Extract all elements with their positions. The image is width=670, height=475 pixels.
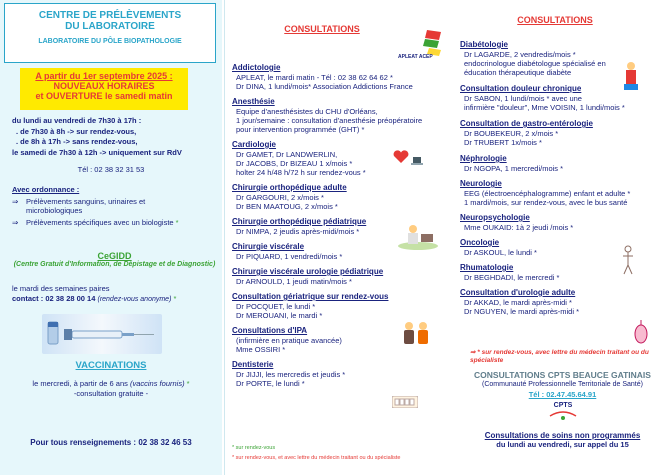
consult-section-head: Anesthésie <box>232 97 275 106</box>
consult-section-line: Dr JIJJI, les mercredis et jeudis * <box>236 370 346 379</box>
consult-section-line: Dr TRUBERT 1x/mois * <box>464 138 542 147</box>
soins-title: Consultations de soins non programmés <box>484 431 641 440</box>
consult-section-line: APLEAT, le mardi matin - Tél : 02 38 62 64 62 * <box>236 73 393 82</box>
lab-phone: Tél : 02 38 32 31 53 <box>77 165 145 174</box>
consult-section-line: endocrinologue diabétologue spécialisé en <box>464 59 606 68</box>
cpts-title: CONSULTATIONS CPTS BEAUCE GATINAIS <box>474 370 651 380</box>
cpts-logo-text: CPTS <box>553 402 573 409</box>
consult-section-line: pour intervention programmée (GHT) * <box>236 125 365 134</box>
consult-section-line: Equipe d'anesthésistes du CHU d'Orléans, <box>236 107 378 116</box>
ordonnance-2: Prélèvements spécifiques avec un biologiste <box>26 217 174 227</box>
consult-section <box>460 179 665 207</box>
star-marker: * <box>173 293 177 303</box>
soins-block <box>460 431 665 450</box>
vacc-line1-note: (vaccins fournis) <box>129 379 185 388</box>
doctor-illustration-icon <box>397 222 439 250</box>
consult-section-line: Dr GAMET, Dr LANDWERLIN, <box>236 150 338 159</box>
consult-section-line: Dr NGUYEN, le mardi après-midi * <box>464 307 580 316</box>
consult-section-line: Mme OSSIRI * <box>236 345 286 354</box>
notice-line2: NOUVEAUX HORAIRES <box>53 81 155 91</box>
consult-section-line: Dr PIQUARD, 1 vendredi/mois * <box>236 252 343 261</box>
cpts-block <box>460 370 665 399</box>
consult-section-line: infirmière "douleur", Mme VOISIN, 1 lundi/mois * <box>464 103 625 112</box>
lab-title-1: CENTRE DE PRÉLÈVEMENTS <box>38 10 182 21</box>
uro-note-text: ⇒ * sur rendez-vous, avec lettre du médecin traitant ou du spécialiste <box>470 349 649 364</box>
hours-2: . de 8h à 17h -> sans rendez-vous, <box>16 137 138 146</box>
consult-section-line: EEG (électroencéphalogramme) enfant et adulte * <box>464 189 631 198</box>
lab-hours <box>12 116 217 158</box>
hours-3: le samedi de 7h30 à 12h -> uniquement sur RdV <box>12 147 182 157</box>
cegidd-contact-note: (rendez-vous anonyme) <box>97 295 172 303</box>
skeleton-icon <box>620 245 636 275</box>
consult-section-head: Chirurgie viscérale urologie pédiatrique <box>232 267 384 276</box>
consult-section-head: Néphrologie <box>460 154 507 163</box>
ordonnance-1: Prélèvements sanguins, urinaires et microbiologiques <box>26 196 146 215</box>
consult-section-line: Dr LAGARDE, 2 vendredis/mois * <box>464 50 576 59</box>
consult-section-head: Consultations d'IPA <box>232 326 308 335</box>
new-hours-notice <box>20 68 188 110</box>
consult-section <box>460 288 665 316</box>
consult-left-title: CONSULTATIONS <box>284 24 360 34</box>
consult-section-line: 1 mardi/mois, sur rendez-vous, avec le bus santé <box>464 198 628 207</box>
consult-section-head: Chirurgie viscérale <box>232 242 305 251</box>
consult-section-line: Dr NGOPA, 1 mercredi/mois * <box>464 164 564 173</box>
consult-section-head: Addictologie <box>232 63 281 72</box>
notice-line3: et OUVERTURE le samedi matin <box>35 91 173 101</box>
ordonnance-title: Avec ordonnance : <box>12 185 80 194</box>
vaccine-image <box>42 314 162 354</box>
lab-title-box <box>4 3 216 63</box>
vacc-line2: -consultation gratuite - <box>73 388 149 398</box>
consult-right-title: CONSULTATIONS <box>517 15 593 25</box>
consult-section <box>232 63 447 91</box>
consult-section-line: Dr AKKAD, le mardi après-midi * <box>464 298 572 307</box>
consult-section-line: (infirmière en pratique avancée) <box>236 336 342 345</box>
column-divider <box>224 0 225 475</box>
consult-section <box>232 292 447 320</box>
hours-intro: du lundi au vendredi de 7h30 à 17h : <box>12 116 142 125</box>
consult-section-head: Rhumatologie <box>460 263 514 272</box>
consult-section-line: Dr DINA, 1 lundi/mois* Association Addictions France <box>236 82 413 91</box>
cegidd-desc: (Centre Gratuit d'Information, de Dépistage et de Diagnostic) <box>13 261 216 268</box>
uro-note <box>470 349 660 365</box>
consult-section-line: Dr SABON, 1 lundi/mois * avec une <box>464 94 582 103</box>
footnote-1: * sur rendez-vous <box>232 445 276 451</box>
consult-section-line: Dr PORTE, le lundi * <box>236 379 305 388</box>
consult-section-line: Dr BEGHDADI, le mercredi * <box>464 273 560 282</box>
ordonnance-block <box>12 185 217 227</box>
cpts-tel: Tél : 02.47.45.64.91 <box>528 389 597 399</box>
laptop-icon <box>411 153 423 162</box>
consult-section-line: Dr NIMPA, 2 jeudis après-midi/mois * <box>236 227 360 236</box>
star-marker: * <box>175 217 179 227</box>
consult-section-line: Dr BOUBEKEUR, 2 x/mois * <box>464 129 559 138</box>
consult-section-head: Diabétologie <box>460 40 509 49</box>
consult-section-head: Dentisterie <box>232 360 274 369</box>
consult-section-line: Dr GARGOURI, 2 x/mois * <box>236 193 324 202</box>
arrow-icon: ⇒ <box>12 196 19 206</box>
soins-line: du lundi au vendredi, sur appel du 15 <box>496 440 629 449</box>
consult-section-head: Chirurgie orthopédique adulte <box>232 183 347 192</box>
consult-section <box>232 267 447 286</box>
consult-section-head: Consultation douleur chronique <box>460 84 582 93</box>
vacc-info: Pour tous renseignements : 02 38 32 46 53 <box>30 438 192 447</box>
star-marker: * <box>186 379 190 388</box>
diabetes-illustration-icon <box>620 60 642 92</box>
consult-section <box>232 183 447 211</box>
consult-section-line: Dr ARNOULD, 1 jeudi matin/mois * <box>236 277 352 286</box>
consult-section-head: Consultation de gastro-entérologie <box>460 119 593 128</box>
consult-section-head: Neurologie <box>460 179 502 188</box>
vacc-title: VACCINATIONS <box>75 360 147 371</box>
consult-section-line: éducation thérapeutique diabète <box>464 68 572 77</box>
syringe-icon <box>42 314 162 354</box>
cegidd-contact: contact : 02 38 28 00 14 <box>12 293 96 303</box>
consult-section-line: holter 24 h/48 h/72 h sur rendez-vous * <box>236 168 366 177</box>
consult-section-head: Chirurgie orthopédique pédiatrique <box>232 217 367 226</box>
consult-section-line: Dr BEN MAATOUG, 2 x/mois * <box>236 202 338 211</box>
elderly-couple-icon <box>397 320 435 348</box>
consult-section-line: Dr MEROUANI, le mardi * <box>236 311 323 320</box>
cegidd-when: le mardi des semaines paires <box>12 284 110 293</box>
bladder-icon <box>632 318 650 346</box>
vacc-line1: le mercredi, à partir de 6 ans <box>32 379 128 388</box>
consult-section-line: Dr ASKOUL, le lundi * <box>464 248 537 257</box>
cegidd-block <box>12 251 217 270</box>
consult-section <box>232 360 447 388</box>
vaccinations-block <box>16 360 206 398</box>
notice-date: A partir du 1er septembre 2025 : <box>35 71 173 81</box>
consult-section <box>460 154 665 173</box>
cpts-sub: (Communauté Professionnelle Territoriale de Santé) <box>482 381 643 388</box>
consult-section-head: Cardiologie <box>232 140 277 149</box>
consult-section-head: Consultation gériatrique sur rendez-vous <box>232 292 389 301</box>
consult-section-line: Dr JACOBS, Dr BIZEAU 1 x/mois * <box>236 159 353 168</box>
hours-1: . de 7h30 à 8h -> sur rendez-vous, <box>16 126 137 136</box>
consult-section <box>232 97 447 134</box>
consult-section-head: Neuropsychologie <box>460 213 530 222</box>
footnote-2: * sur rendez-vous, et avec lettre du médecin traitant ou du spécialiste <box>232 455 401 461</box>
consult-section-head: Oncologie <box>460 238 500 247</box>
cegidd-title: CeGIDD <box>97 251 132 261</box>
cegidd-info <box>12 284 220 304</box>
cpts-logo <box>540 402 586 426</box>
lab-subtitle: LABORATOIRE DU PÔLE BIOPATHOLOGIE <box>38 38 182 45</box>
consult-section-line: Mme OUKAID: 1à 2 jeudi /mois * <box>464 223 574 232</box>
consult-section <box>460 213 665 232</box>
heart-icon <box>393 150 409 164</box>
consult-section <box>460 119 665 147</box>
consult-section-head: Consultation d'urologie adulte <box>460 288 576 297</box>
apleat-logo-text: APLEAT ACEP <box>398 54 433 60</box>
teeth-icon <box>392 395 418 407</box>
lab-title-2: DU LABORATOIRE <box>65 21 155 32</box>
arrow-icon: ⇒ <box>12 217 19 227</box>
cpts-logo-icon <box>540 410 586 422</box>
consult-section-line: 1 jour/semaine : consultation d'anesthésie préopératoire <box>236 116 423 125</box>
consult-section-line: Dr POCQUET, le lundi * <box>236 302 316 311</box>
